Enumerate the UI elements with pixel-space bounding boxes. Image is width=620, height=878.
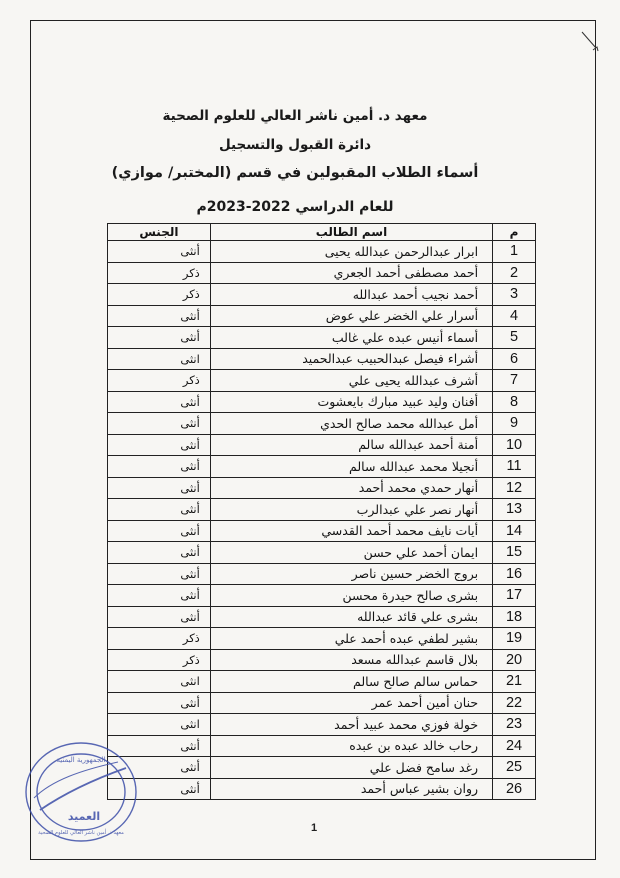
table-row	[108, 735, 536, 757]
student-name: أحمد مصطفى أحمد الجعري	[210, 262, 492, 284]
student-sex: ذكر	[108, 284, 211, 306]
table-row	[108, 434, 536, 456]
student-name: رحاب خالد عبده بن عبده	[210, 735, 492, 757]
row-number: 12	[493, 477, 536, 499]
row-number: 10	[493, 434, 536, 456]
list-title: أسماء الطلاب المقبولين في قسم (المختبر/ موازي)	[111, 165, 479, 181]
header-number: م	[493, 224, 536, 241]
row-number: 1	[493, 241, 536, 263]
student-sex: أنثى	[108, 585, 211, 607]
stamp-middle-text: العميد	[67, 810, 101, 823]
table-row	[108, 606, 536, 628]
student-sex: أنثى	[108, 542, 211, 564]
table-row	[108, 456, 536, 478]
student-sex: أنثى	[108, 456, 211, 478]
row-number: 8	[493, 391, 536, 413]
table-row	[108, 284, 536, 306]
row-number: 19	[493, 628, 536, 650]
table-row	[108, 499, 536, 521]
official-stamp	[22, 740, 140, 844]
row-number: 13	[493, 499, 536, 521]
row-number: 20	[493, 649, 536, 671]
row-number: 18	[493, 606, 536, 628]
student-name: ايمان أحمد علي حسن	[210, 542, 492, 564]
row-number: 9	[493, 413, 536, 435]
table-row	[108, 327, 536, 349]
table-row	[108, 305, 536, 327]
row-number: 26	[493, 778, 536, 800]
table-row	[108, 391, 536, 413]
student-name: خولة فوزي محمد عبيد أحمد	[210, 714, 492, 736]
student-name: أسماء أنيس عبده علي غالب	[210, 327, 492, 349]
stamp-top-text: الجمهورية اليمنية	[56, 756, 106, 764]
row-number: 11	[493, 456, 536, 478]
student-sex: ذكر	[108, 649, 211, 671]
student-sex: انثى	[108, 348, 211, 370]
department-name: دائرة القبول والتسجيل	[218, 137, 372, 153]
student-sex: انثى	[108, 671, 211, 693]
student-sex: أنثى	[108, 477, 211, 499]
header-student-name: اسم الطالب	[210, 224, 492, 241]
student-sex: ذكر	[108, 262, 211, 284]
student-name: أسرار علي الخضر علي عوض	[210, 305, 492, 327]
table-row	[108, 671, 536, 693]
student-sex: أنثى	[108, 413, 211, 435]
page-number: 1	[311, 822, 318, 834]
student-sex: أنثى	[108, 692, 211, 714]
table-row	[108, 692, 536, 714]
row-number: 3	[493, 284, 536, 306]
student-sex: أنثى	[108, 757, 211, 779]
row-number: 23	[493, 714, 536, 736]
student-name: بشرى علي قائد عبدالله	[210, 606, 492, 628]
table-row	[108, 563, 536, 585]
student-sex: أنثى	[108, 434, 211, 456]
row-number: 15	[493, 542, 536, 564]
student-sex: أنثى	[108, 305, 211, 327]
student-name: أيات نايف محمد أحمد القدسي	[210, 520, 492, 542]
table-row	[108, 757, 536, 779]
student-name: بشير لطفي عبده أحمد علي	[210, 628, 492, 650]
student-name: أشرف عبدالله يحيى علي	[210, 370, 492, 392]
row-number: 21	[493, 671, 536, 693]
table-row	[108, 628, 536, 650]
student-name: بروج الخضر حسين ناصر	[210, 563, 492, 585]
table-row	[108, 477, 536, 499]
student-sex: أنثى	[108, 327, 211, 349]
student-name: أفنان وليد عبيد مبارك بايعشوت	[210, 391, 492, 413]
row-number: 22	[493, 692, 536, 714]
student-name: أنهار حمدي محمد أحمد	[210, 477, 492, 499]
table-row	[108, 262, 536, 284]
academic-year: للعام الدراسي 2022-2023م	[196, 199, 394, 215]
student-name: ابرار عبدالرحمن عبدالله يحيى	[210, 241, 492, 263]
row-number: 14	[493, 520, 536, 542]
student-name: حنان أمين أحمد عمر	[210, 692, 492, 714]
table-row	[108, 714, 536, 736]
header-sex: الجنس	[108, 224, 211, 241]
student-name: أنهار نصر علي عبدالرب	[210, 499, 492, 521]
table-row	[108, 413, 536, 435]
student-sex: ذكر	[108, 370, 211, 392]
student-sex: أنثى	[108, 499, 211, 521]
student-name: رغد سامح فضل علي	[210, 757, 492, 779]
student-name: أشراء فيصل عبدالحبيب عبدالحميد	[210, 348, 492, 370]
row-number: 17	[493, 585, 536, 607]
table-row	[108, 649, 536, 671]
table-row	[108, 241, 536, 263]
students-table	[107, 223, 536, 800]
table-header-row	[108, 224, 536, 241]
student-name: حماس سالم صالح سالم	[210, 671, 492, 693]
pen-mark	[580, 30, 600, 54]
student-sex: أنثى	[108, 606, 211, 628]
student-sex: أنثى	[108, 241, 211, 263]
row-number: 6	[493, 348, 536, 370]
table-row	[108, 778, 536, 800]
row-number: 4	[493, 305, 536, 327]
student-sex: انثى	[108, 714, 211, 736]
institute-name: معهد د. أمين ناشر العالي للعلوم الصحية	[162, 108, 428, 124]
student-sex: أنثى	[108, 563, 211, 585]
table-row	[108, 348, 536, 370]
table-row	[108, 542, 536, 564]
row-number: 25	[493, 757, 536, 779]
row-number: 16	[493, 563, 536, 585]
student-sex: أنثى	[108, 391, 211, 413]
table-row	[108, 520, 536, 542]
student-name: بشرى صالح حيدرة محسن	[210, 585, 492, 607]
student-sex: أنثى	[108, 778, 211, 800]
row-number: 24	[493, 735, 536, 757]
student-name: أمنة أحمد عبدالله سالم	[210, 434, 492, 456]
table-row	[108, 370, 536, 392]
student-name: بلال قاسم عبدالله مسعد	[210, 649, 492, 671]
stamp-bottom-text: معهد د. أمين ناشر العالي للعلوم الصحية	[38, 830, 124, 836]
row-number: 5	[493, 327, 536, 349]
student-sex: أنثى	[108, 520, 211, 542]
row-number: 2	[493, 262, 536, 284]
row-number: 7	[493, 370, 536, 392]
student-sex: ذكر	[108, 628, 211, 650]
table-row	[108, 585, 536, 607]
student-sex: أنثى	[108, 735, 211, 757]
student-name: أمل عبدالله محمد صالح الحدي	[210, 413, 492, 435]
student-name: أنجيلا محمد عبدالله سالم	[210, 456, 492, 478]
student-name: أحمد نجيب أحمد عبدالله	[210, 284, 492, 306]
student-name: روان بشير عباس أحمد	[210, 778, 492, 800]
